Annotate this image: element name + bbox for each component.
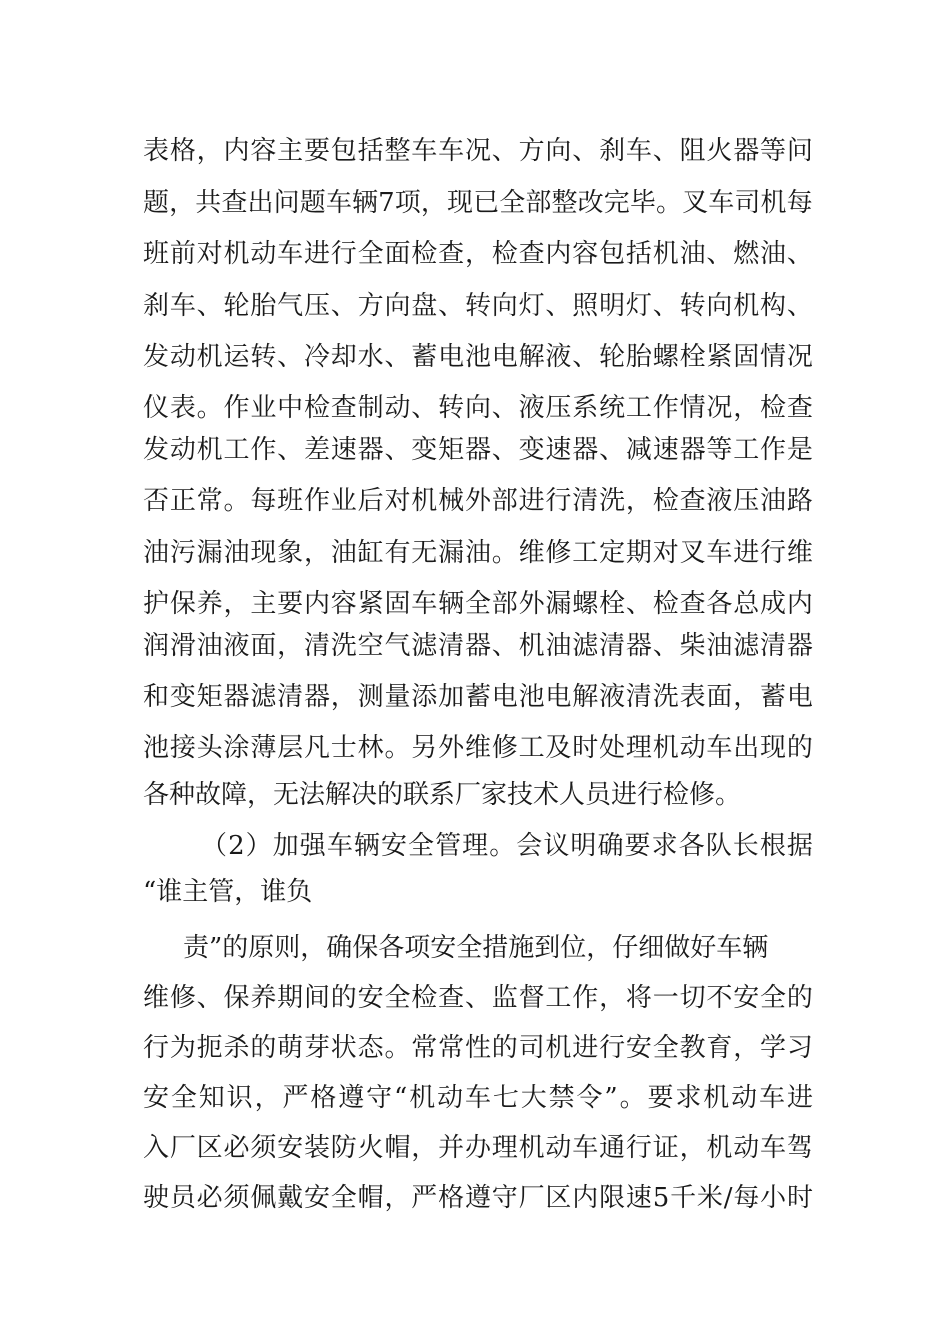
text-line: 仪 表 。 作 业 中 检 查 制 动 、 转 向 、 液 压 系 统 工 作 情 况 ， 检 查 <box>143 393 813 423</box>
text-line: 和 变 矩 器 滤 清 器 ， 测 量 添 加 蓄 电 池 电 解 液 清 洗 表 面 ， 蓄 电 <box>143 682 813 712</box>
text-line: 护 保 养 ， 主 要 内 容 紧 固 车 辆 全 部 外 漏 螺 栓 、 检 查 各 总 成 内 <box>143 589 813 619</box>
text-line: 驶 员 必 须 佩 戴 安 全 帽 ， 严 格 遵 守 厂 区 内 限 速 5 千 米 / 每 小 时 <box>143 1183 813 1213</box>
text-line: 润 滑 油 液 面 ， 清 洗 空 气 滤 清 器 、 机 油 滤 清 器 、 柴 油 滤 清 器 <box>143 631 813 661</box>
text-line: 题 ， 共 查 出 问 题 车 辆 7 项 ， 现 已 全 部 整 改 完 毕 。 叉 车 司 机 每 <box>143 188 813 218</box>
text-line: 各种故障，无法解决的联系厂家技术人员进行检修。 <box>143 780 742 810</box>
text-line: 维 修 、 保 养 期 间 的 安 全 检 查 、 监 督 工 作 ， 将 一 切 不 安 全 的 <box>143 983 813 1013</box>
text-line: 池 接 头 涂 薄 层 凡 士 林 。 另 外 维 修 工 及 时 处 理 机 动 车 出 现 的 <box>143 733 813 763</box>
text-line: 表 格 ， 内 容 主 要 包 括 整 车 车 况 、 方 向 、 刹 车 、 阻 火 器 等 问 <box>143 136 813 166</box>
text-line: 油 污 漏 油 现 象 ， 油 缸 有 无 漏 油 。 维 修 工 定 期 对 叉 车 进 行 维 <box>143 538 813 568</box>
text-line: 发 动 机 运 转 、 冷 却 水 、 蓄 电 池 电 解 液 、 轮 胎 螺 栓 紧 固 情 况 <box>143 342 813 372</box>
text-line: 班 前 对 机 动 车 进 行 全 面 检 查 ， 检 查 内 容 包 括 机 油 、 燃 油 、 <box>143 239 813 269</box>
text-line: 发 动 机 工 作 、 差 速 器 、 变 矩 器 、 变 速 器 、 减 速 器 等 工 作 是 <box>143 435 813 465</box>
paragraph-start-line: （ 2 ） 加 强 车 辆 安 全 管 理 。 会 议 明 确 要 求 各 队 长 根 据 <box>201 831 813 861</box>
text-line: 刹 车 、 轮 胎 气 压 、 方 向 盘 、 转 向 灯 、 照 明 灯 、 转 向 机 构 、 <box>143 291 813 321</box>
text-line: 安 全 知 识 ， 严 格 遵 守 “ 机 动 车 七 大 禁 令 ” 。 要 求 机 动 车 进 <box>143 1083 813 1113</box>
text-line: 责”的原则，确保各项安全措施到位，仔细做好车辆 <box>183 933 769 963</box>
text-line: 入 厂 区 必 须 安 装 防 火 帽 ， 并 办 理 机 动 车 通 行 证 ， 机 动 车 驾 <box>143 1133 813 1163</box>
text-line: 行 为 扼 杀 的 萌 芽 状 态 。 常 常 性 的 司 机 进 行 安 全 教 育 ， 学 习 <box>143 1033 813 1063</box>
text-line: “谁主管，谁负 <box>143 877 313 907</box>
text-line: 否 正 常 。 每 班 作 业 后 对 机 械 外 部 进 行 清 洗 ， 检 查 液 压 油 路 <box>143 486 813 516</box>
